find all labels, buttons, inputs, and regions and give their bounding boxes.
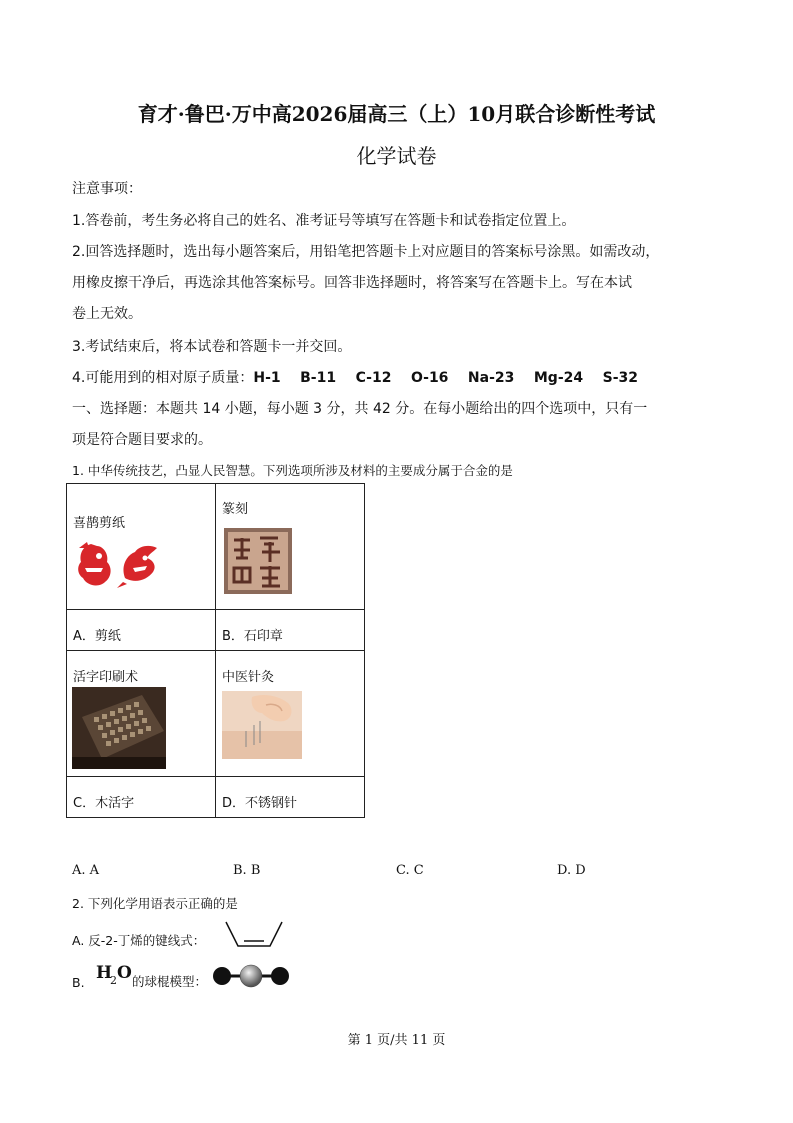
choice-a[interactable]: A. A xyxy=(72,863,100,878)
option-a-cell xyxy=(67,610,216,651)
question-2-option-a: A. 反-2-丁烯的键线式： xyxy=(72,933,206,948)
option-b-label: B．石印章 xyxy=(222,629,283,644)
paper-cutting-image xyxy=(73,538,165,592)
cell-movable-type xyxy=(67,651,216,777)
cell-seal-carving xyxy=(216,484,365,610)
stone-seal-image xyxy=(224,528,292,594)
notice-item-2-line-3: 卷上无效。 xyxy=(72,306,142,322)
water-formula-subscript: 2 xyxy=(110,974,117,987)
question-1-stem: 1. 中华传统技艺，凸显人民智慧。下列选项所涉及材料的主要成分属于合金的是 xyxy=(72,463,513,478)
water-ball-stick-model xyxy=(212,964,290,988)
cell-acupuncture xyxy=(216,651,365,777)
question-1-table xyxy=(66,483,365,818)
option-b-text: 的球棍模型： xyxy=(132,974,208,989)
notice-item-2-line-1: 2.回答选择题时，选出每小题答案后，用铅笔把答题卡上对应题目的答案标号涂黑。如需改动， xyxy=(72,244,660,260)
question-2-stem: 2. 下列化学用语表示正确的是 xyxy=(72,896,238,911)
cell-title: 篆刻 xyxy=(222,502,249,517)
acupuncture-image xyxy=(222,691,302,759)
atomic-masses: H-1 B-11 C-12 O-16 Na-23 Mg-24 S-32 xyxy=(253,370,638,386)
choice-b[interactable]: B. B xyxy=(233,863,261,878)
option-b-cell xyxy=(216,610,365,651)
water-formula-h: H xyxy=(96,963,113,983)
section-1-line-2: 项是符合题目要求的。 xyxy=(72,432,212,448)
notice-item-3: 3.考试结束后，将本试卷和答题卡一并交回。 xyxy=(72,339,352,355)
trans-2-butene-skeletal-formula xyxy=(224,920,288,950)
cell-title: 中医针灸 xyxy=(222,670,275,685)
exam-subtitle: 化学试卷 xyxy=(356,144,437,168)
notice-item-4 xyxy=(72,367,638,387)
option-a-label: A．剪纸 xyxy=(73,629,121,644)
choice-d[interactable]: D. D xyxy=(557,863,586,878)
notice-item-1: 1.答卷前，考生务必将自己的姓名、准考证号等填写在答题卡和试卷指定位置上。 xyxy=(72,213,576,229)
cell-paper-cutting xyxy=(67,484,216,610)
notice-item-4-label: 4.可能用到的相对原子质量： xyxy=(72,370,254,386)
water-formula-o: O xyxy=(117,963,132,983)
option-d-label: D．不锈钢针 xyxy=(222,796,298,811)
notice-item-2-line-2: 用橡皮擦干净后，再选涂其他答案标号。回答非选择题时，将答案写在答题卡上。写在本试 xyxy=(72,275,632,291)
exam-title: 育才·鲁巴·万中高2026届高三（上）10月联合诊断性考试 xyxy=(137,102,656,126)
option-c-label: C．木活字 xyxy=(73,796,135,811)
cell-title: 喜鹊剪纸 xyxy=(73,516,126,531)
option-c-cell xyxy=(67,777,216,818)
option-b-letter: B. xyxy=(72,975,85,990)
section-1-line-1: 一、选择题：本题共 14 小题，每小题 3 分，共 42 分。在每小题给出的四个选项中，只有一 xyxy=(72,401,648,417)
notice-heading: 注意事项： xyxy=(72,181,142,197)
choice-c[interactable]: C. C xyxy=(396,863,424,878)
cell-title: 活字印刷术 xyxy=(73,670,139,685)
movable-type-image xyxy=(72,687,166,769)
page-number: 第 1 页/共 11 页 xyxy=(347,1033,446,1048)
option-d-cell xyxy=(216,777,365,818)
